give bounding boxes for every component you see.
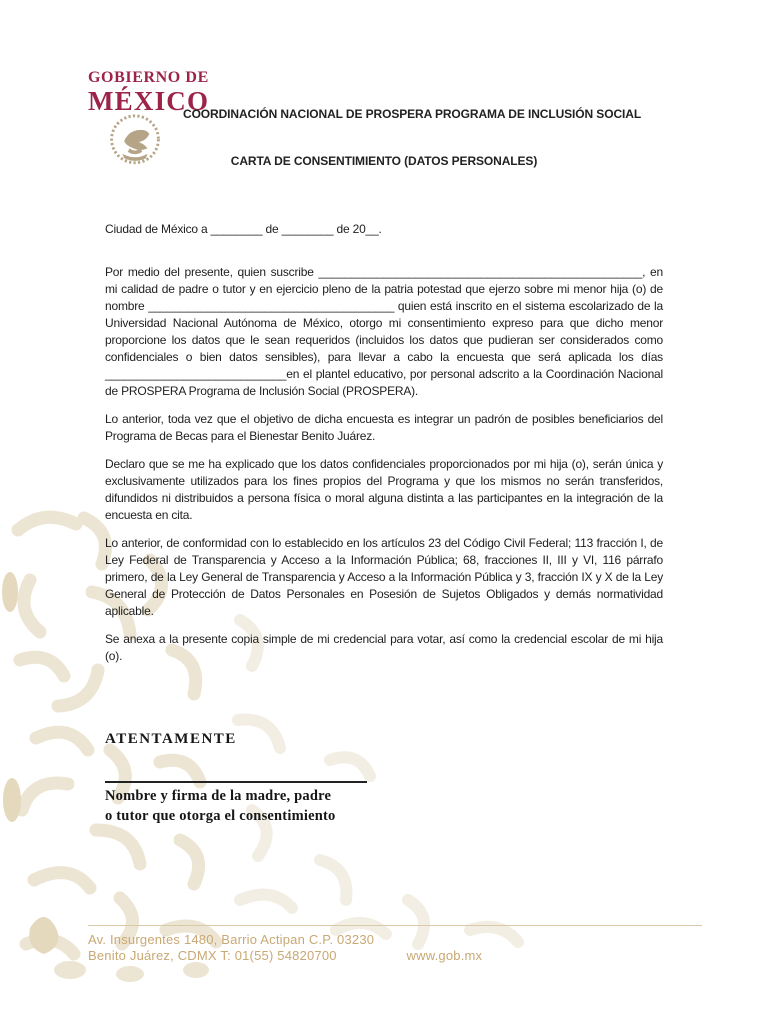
paragraph-attachments: Se anexa a la presente copia simple de mi credencial para votar, así como la credencial escolar de mi hija (o). xyxy=(105,632,663,663)
signature-caption-line1: Nombre y firma de la madre, padre xyxy=(105,788,332,804)
logo-text-line2: MÉXICO xyxy=(88,86,210,116)
footer-website: www.gob.mx xyxy=(406,947,483,963)
paragraph-purpose: Lo anterior, toda vez que el objetivo de dicha encuesta es integrar un padrón de posibles beneficiarios del Programa de Becas para el Bienestar Benito Juárez. xyxy=(105,412,663,443)
date-line: Ciudad de México a ________ de ________ de 20__. xyxy=(105,222,382,236)
document-title: CARTA DE CONSENTIMIENTO (DATOS PERSONALES) xyxy=(230,154,538,168)
footer-address xyxy=(88,932,482,963)
closing-word: ATENTAMENTE xyxy=(105,731,237,747)
signature-caption-line2: o tutor que otorga el consentimiento xyxy=(105,808,336,824)
signature-block xyxy=(105,731,663,826)
footer-address-line1: Av. Insurgentes 1480, Barrio Actipan C.P. 03230 xyxy=(88,932,375,947)
signature-caption xyxy=(105,786,663,826)
signature-line xyxy=(105,781,367,783)
footer-divider xyxy=(88,925,702,926)
paragraph-confidentiality: Declaro que se me ha explicado que los datos confidenciales proporcionados por mi hija (o), serán única y exclusivamente utilizados para los fines propios del Programa y que los mismos no serán transferidos, difundidos ni distribuidos a persona física o moral alguna distinta a las participantes en la integración de la encuesta en cita. xyxy=(105,457,663,522)
footer-address-line2: Benito Juárez, CDMX T: 01(55) 54820700 xyxy=(88,947,337,963)
organization-title: COORDINACIÓN NACIONAL DE PROSPERA PROGRAMA DE INCLUSIÓN SOCIAL xyxy=(183,107,642,121)
paragraph-legal-basis: Lo anterior, de conformidad con lo establecido en los artículos 23 del Código Civil Federal; 113 fracción I, de Ley Federal de Transparencia y Acceso a la Información Pública; 68, fracciones II, III y VI, 116 párrafo primero, de la Ley General de Transparencia y Acceso a la Información Pública y 3, fracción IX y X de la Ley General de Protección de Datos Personales en Posesión de Sujetos Obligados y demás normatividad aplicable. xyxy=(105,536,663,618)
paragraph-consent: Por medio del presente, quien suscribe __________________________________________________, en mi calidad de padre o tutor y en ejercicio pleno de la patria potestad que ejerzo sobre mi menor hija (o) de nombre ______________________________________ quien está inscrito en el sistema escolarizado de la Universidad Nacional Autónoma de México, otorgo mi consentimiento expreso para que dicho menor proporcione los datos que le sean requeridos (incluidos los datos que pudieran ser considerados como confidenciales o bien datos sensibles), para llevar a cabo la encuesta que será aplicada los días ____________________________en el plantel educativo, por personal adscrito a la Coordinación Nacional de PROSPERA Programa de Inclusión Social (PROSPERA). xyxy=(105,265,663,398)
letter-body xyxy=(105,221,663,826)
footer-address-line2-row xyxy=(88,948,482,964)
logo-text-line1: GOBIERNO DE xyxy=(88,69,209,86)
